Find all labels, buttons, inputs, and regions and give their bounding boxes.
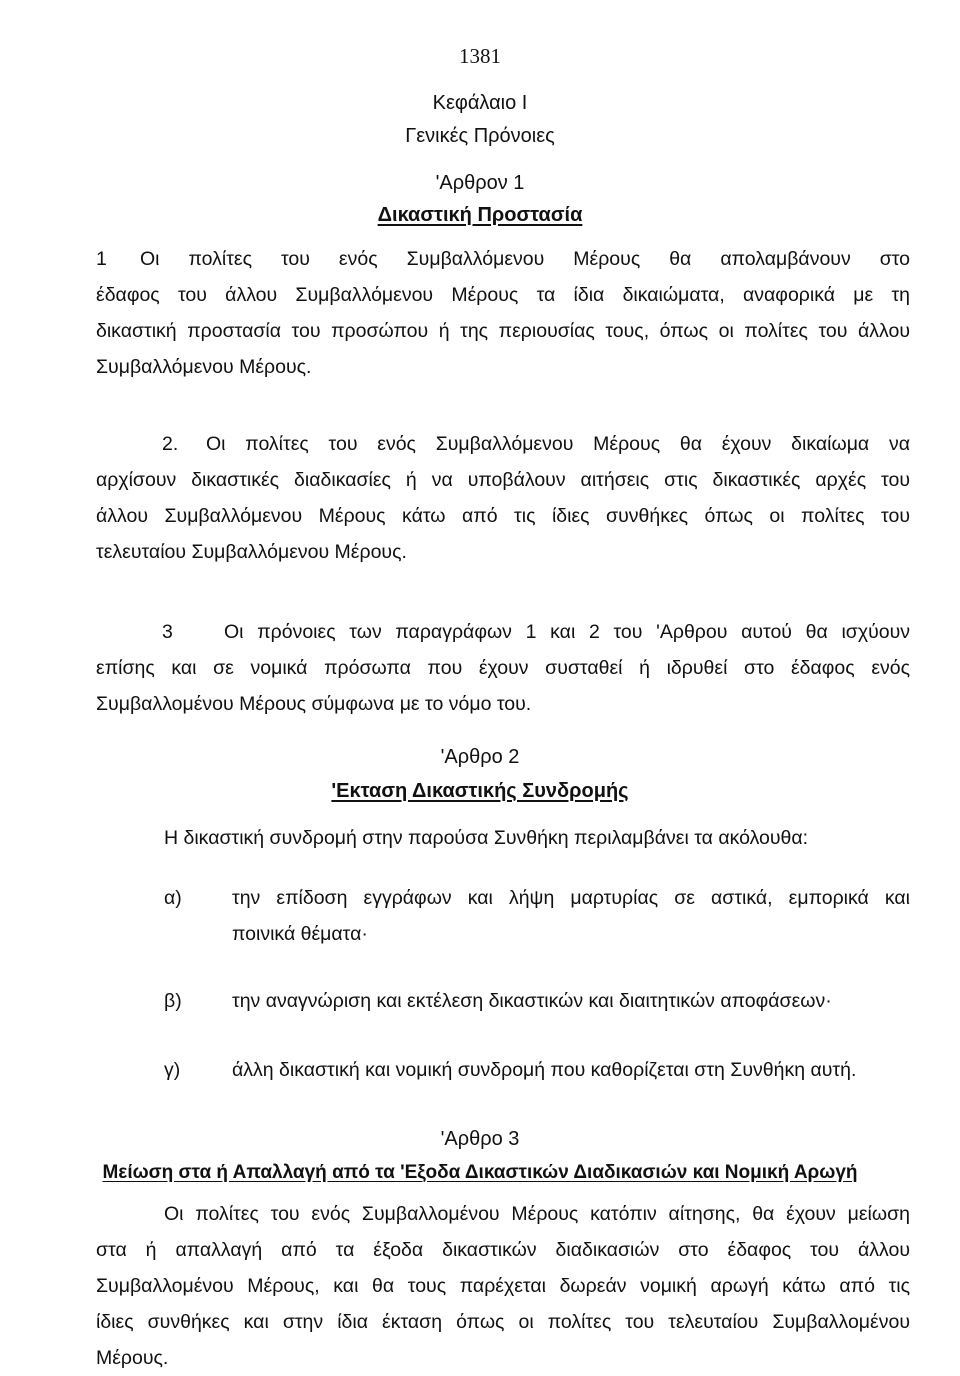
article3-paragraph	[96, 1196, 910, 1376]
chapter-subtitle: Γενικές Πρόνοιες	[405, 125, 555, 147]
paragraph-line: αρχίσουν δικαστικές διαδικασίες ή να υποβάλουν αιτήσεις στις δικαστικές αρχές του	[96, 469, 910, 491]
list-item-label: γ)	[164, 1059, 181, 1081]
chapter-title: Κεφάλαιο Ι	[432, 92, 528, 114]
paragraph-number: 2.	[162, 433, 179, 455]
article3-heading: 'Αρθρο 3	[440, 1128, 520, 1150]
paragraph-line: Συμβαλλόμενου Μέρους.	[96, 356, 312, 378]
article2-title: 'Εκταση Δικαστικής Συνδρομής	[331, 780, 629, 802]
list-item-label: α)	[164, 887, 182, 909]
list-item	[232, 880, 910, 952]
paragraph-line: τελευταίου Συμβαλλόμενου Μέρους.	[96, 541, 407, 563]
article1-paragraph-2	[96, 426, 910, 570]
paragraph-line: Οι πολίτες του ενός Συμβαλλομένου Μέρους κατόπιν αίτησης, θα έχουν μείωση	[164, 1203, 910, 1225]
paragraph-line: ίδιες συνθήκες και στην ίδια έκταση όπως οι πολίτες του τελευταίου Συμβαλλομένου	[96, 1311, 910, 1333]
list-item-label: β)	[164, 990, 182, 1012]
paragraph-number: 1	[96, 248, 107, 270]
article3-title: Μείωση στα ή Απαλλαγή από τα 'Εξοδα Δικαστικών Διαδικασιών και Νομική Αρωγή	[102, 1162, 858, 1183]
paragraph-line: δικαστική προστασία του προσώπου ή της περιουσίας τους, όπως οι πολίτες του άλλου	[96, 320, 910, 342]
paragraph-line: άλλου Συμβαλλόμενου Μέρους κάτω από τις ίδιες συνθήκες όπως οι πολίτες του	[96, 505, 910, 527]
article1-title: Δικαστική Προστασία	[377, 204, 583, 226]
paragraph-line: έδαφος του άλλου Συμβαλλόμενου Μέρους τα ίδια δικαιώματα, αναφορικά με τη	[96, 284, 910, 306]
list-item-line: την επίδοση εγγράφων και λήψη μαρτυρίας σε αστικά, εμπορικά και	[232, 887, 910, 909]
article2-heading: 'Αρθρο 2	[440, 746, 520, 768]
page-number: 1381	[459, 44, 501, 68]
paragraph-line: Οι πολίτες του ενός Συμβαλλόμενου Μέρους θα έχουν δικαίωμα να	[206, 433, 910, 455]
article1-paragraph-3	[96, 614, 910, 722]
paragraph-number: 3	[162, 621, 173, 643]
list-item-line: άλλη δικαστική και νομική συνδρομή που καθορίζεται στη Συνθήκη αυτή.	[232, 1059, 857, 1081]
article2-intro: Η δικαστική συνδρομή στην παρούσα Συνθήκη περιλαμβάνει τα ακόλουθα:	[164, 827, 809, 849]
paragraph-line: Οι πρόνοιες των παραγράφων 1 και 2 του 'Αρθρου αυτού θα ισχύουν	[224, 621, 910, 643]
paragraph-line: Συμβαλλομένου Μέρους σύμφωνα με το νόμο του.	[96, 693, 532, 715]
paragraph-line: επίσης και σε νομικά πρόσωπα που έχουν συσταθεί ή ιδρυθεί στο έδαφος ενός	[96, 657, 910, 679]
article1-paragraph-1	[96, 241, 910, 385]
list-item	[232, 983, 922, 1019]
article1-heading: 'Αρθρον 1	[435, 172, 525, 194]
list-item	[232, 1052, 922, 1088]
list-item-line: ποινικά θέματα·	[232, 923, 368, 945]
paragraph-line: στα ή απαλλαγή από τα έξοδα δικαστικών διαδικασιών στο έδαφος του άλλου	[96, 1239, 910, 1261]
list-item-line: την αναγνώριση και εκτέλεση δικαστικών και διαιτητικών αποφάσεων·	[232, 990, 832, 1012]
paragraph-line: Μέρους.	[96, 1347, 169, 1369]
paragraph-line: Συμβαλλομένου Μέρους, και θα τους παρέχεται δωρεάν νομική αρωγή κάτω από τις	[96, 1275, 910, 1297]
paragraph-line: Οι πολίτες του ενός Συμβαλλόμενου Μέρους θα απολαμβάνουν στο	[140, 248, 910, 270]
